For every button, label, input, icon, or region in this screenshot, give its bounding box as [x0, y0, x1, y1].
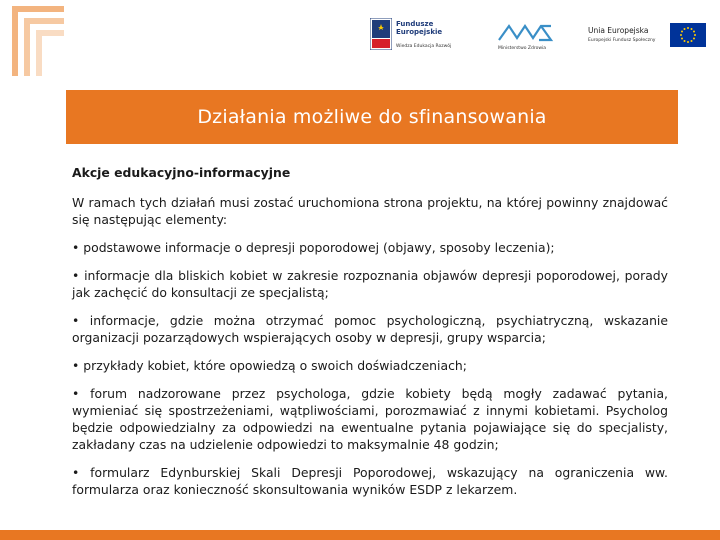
fundusze-europejskie-icon	[370, 18, 392, 50]
bullet-item: • przykłady kobiet, które opowiedzą o swoich doświadczeniach;	[72, 358, 467, 373]
bullet-item: • forum nadzorowane przez psychologa, gdzie kobiety będą mogły zadawać pytania, wymieniać się spostrzeżeniami, wątpliwościami, porozmawiać z innymi kobietami. Psycholog będzie odpowiedzialny za odpowiedzi na ewentualne pytania pojawiające się do specjalisty, zakładany czas na udzielenie odpowiedzi to maksymalnie 48 godzin;	[72, 386, 668, 452]
ue-subtitle: Europejski Fundusz Społeczny	[588, 38, 656, 43]
bullet-item: • formularz Edynburskiej Skali Depresji Poporodowej, wskazujący na ograniczenia ww. formularza oraz konieczność skonsultowania wyników ESDP z lekarzem.	[72, 465, 668, 497]
bullet-item: • podstawowe informacje o depresji poporodowej (objawy, sposoby leczenia);	[72, 240, 555, 255]
bullet-item: • informacje dla bliskich kobiet w zakresie rozpoznania objawów depresji poporodowej, porady jak zachęcić do konsultacji ze specjalistą;	[72, 268, 668, 300]
eu-flag-icon	[670, 23, 706, 47]
content-body	[72, 164, 668, 509]
page-title: Działania możliwe do sfinansowania	[197, 106, 547, 128]
unia-europejska-logo	[588, 20, 710, 56]
fe-line2: Europejskie	[396, 28, 443, 36]
fundusze-europejskie-name	[396, 20, 442, 36]
ministerstwo-zdrowia-logo	[495, 20, 555, 56]
section-heading: Akcje edukacyjno-informacyjne	[72, 165, 291, 180]
brand-corner-icon	[12, 6, 64, 76]
bullet-item: • informacje, gdzie można otrzymać pomoc psychologiczną, psychiatryczną, wskazanie organizacji pozarządowych wspierających osoby w depresji, grupy wsparcia;	[72, 313, 668, 345]
bottom-accent-bar	[0, 530, 720, 540]
ministerstwo-zdrowia-icon	[495, 20, 555, 46]
fe-subtitle: Wiedza Edukacja Rozwój	[396, 44, 452, 49]
header-logos	[0, 0, 720, 80]
fundusze-europejskie-logo	[370, 18, 462, 54]
intro-paragraph: W ramach tych działań musi zostać uruchomiona strona projektu, na której powinny znajdować się następując elementy:	[72, 195, 668, 227]
mz-subtitle: Ministerstwo Zdrowia	[498, 46, 547, 51]
fe-line1: Fundusze	[396, 20, 434, 28]
title-bar	[66, 90, 678, 144]
ue-title: Unia Europejska	[588, 26, 649, 35]
